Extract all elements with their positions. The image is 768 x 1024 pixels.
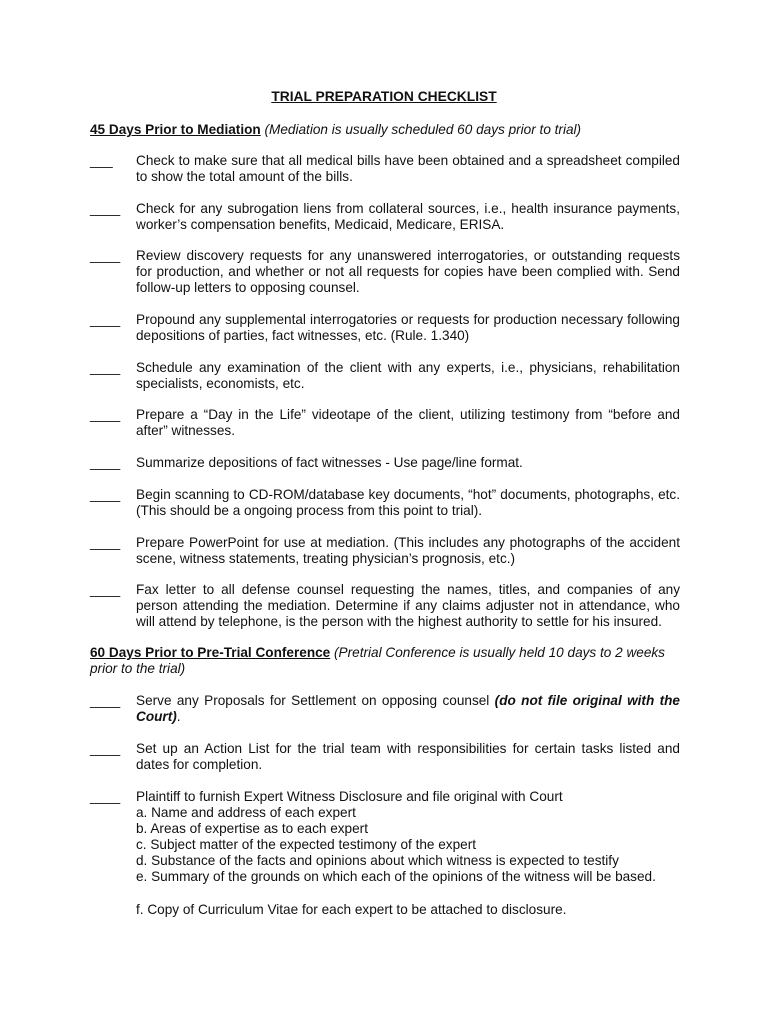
sub-item: c. Subject matter of the expected testimony of the expert <box>136 837 477 852</box>
page-title: TRIAL PREPARATION CHECKLIST <box>271 89 497 104</box>
item-text: Prepare PowerPoint for use at mediation. (This includes any photographs of the accident scene, witness statements, treating physician’s prognosis, etc.) <box>136 535 680 566</box>
item-text: Check for any subrogation liens from collateral sources, i.e., health insurance payments, worker’s compensation benefits, Medicaid, Medicare, ERISA. <box>136 201 680 232</box>
sub-item: e. Summary of the grounds on which each of the opinions of the witness will be based. <box>136 869 656 884</box>
item-text: Prepare a “Day in the Life” videotape of the client, utilizing testimony from “before and after” witnesses. <box>136 407 680 438</box>
checkbox-blank: ____ <box>90 360 121 375</box>
item-text: Fax letter to all defense counsel requesting the names, titles, and companies of any person attending the mediation. Determine if any claims adjuster not in attendance, who will attend by telephone, is the person with the highest authority to settle for his insured. <box>136 582 680 629</box>
section-label: 60 Days Prior to Pre-Trial Conference <box>90 645 331 660</box>
checkbox-blank: ____ <box>90 535 121 550</box>
checkbox-blank: ____ <box>90 455 121 470</box>
sub-item: b. Areas of expertise as to each expert <box>136 821 368 836</box>
item-text: Propound any supplemental interrogatories or requests for production necessary following depositions of parties, fact witnesses, etc. (Rule. 1.340) <box>136 312 680 343</box>
sub-item: d. Substance of the facts and opinions about which witness is expected to testify <box>136 853 619 868</box>
item-text: Summarize depositions of fact witnesses - Use page/line format. <box>136 455 523 470</box>
section-note: (Mediation is usually scheduled 60 days prior to trial) <box>264 122 582 137</box>
checkbox-blank: ____ <box>90 407 121 422</box>
checkbox-blank: ___ <box>90 153 113 168</box>
item-text-after: . <box>176 709 181 724</box>
sub-item: f. Copy of Curriculum Vitae for each expert to be attached to disclosure. <box>136 902 567 917</box>
section-heading-60-days <box>90 645 680 677</box>
item-text-main: Serve any Proposals for Settlement on opposing counsel <box>136 693 495 708</box>
item-text: Plaintiff to furnish Expert Witness Disclosure and file original with Court <box>136 789 563 804</box>
checkbox-blank: ____ <box>90 487 121 502</box>
checkbox-blank: ____ <box>90 741 121 756</box>
checkbox-blank: ____ <box>90 248 121 263</box>
item-text: Set up an Action List for the trial team with responsibilities for certain tasks listed and dates for completion. <box>136 741 680 772</box>
item-text: Review discovery requests for any unanswered interrogatories, or outstanding requests for production, and whether or not all requests for copies have been complied with. Send follow-up letters to opposing counsel. <box>136 248 680 295</box>
item-text: Check to make sure that all medical bills have been obtained and a spreadsheet compiled to show the total amount of the bills. <box>136 153 680 184</box>
sub-item: a. Name and address of each expert <box>136 805 356 820</box>
section-heading-45-days <box>90 122 680 138</box>
checkbox-blank: ____ <box>90 693 121 708</box>
section-label: 45 Days Prior to Mediation <box>90 122 261 137</box>
item-text <box>136 693 680 725</box>
checkbox-blank: ____ <box>90 201 121 216</box>
checkbox-blank: ____ <box>90 789 121 804</box>
item-text: Begin scanning to CD-ROM/database key documents, “hot” documents, photographs, etc. (This should be a ongoing process from this point to trial). <box>136 487 680 518</box>
checkbox-blank: ____ <box>90 582 121 597</box>
item-text: Schedule any examination of the client with any experts, i.e., physicians, rehabilitation specialists, economists, etc. <box>136 360 680 391</box>
checkbox-blank: ____ <box>90 312 121 327</box>
section-note: (Pretrial Conference is usually held 10 days to 2 weeks prior to the trial) <box>90 645 665 676</box>
item-text-emphasis: (do not file original with the Court) <box>136 693 680 724</box>
